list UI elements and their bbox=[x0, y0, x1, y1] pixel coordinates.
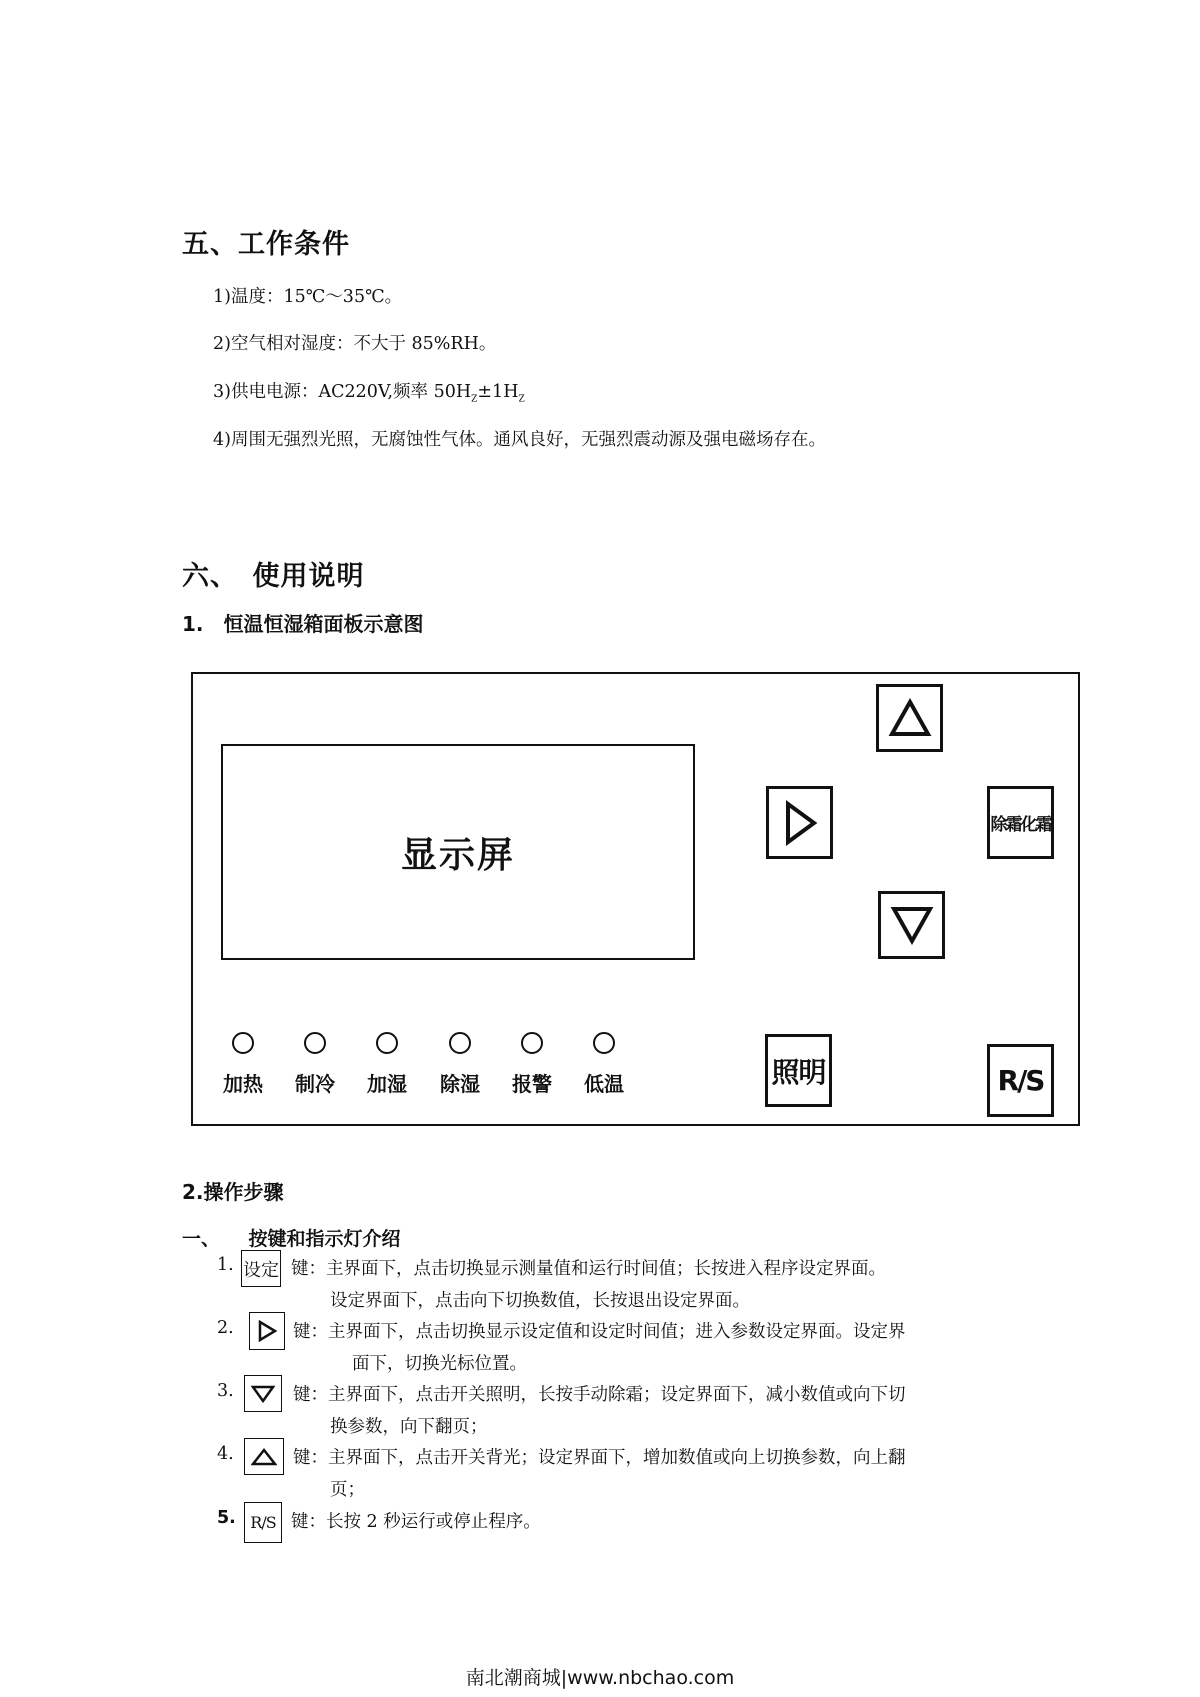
footer-site: 南北潮商城|www.nbchao.com bbox=[465, 1667, 735, 1689]
key4-up-icon bbox=[244, 1438, 284, 1475]
light-button-label: 照明 bbox=[771, 1055, 826, 1089]
key2-desc-line1: 键：主界面下，点击切换显示设定值和设定时间值；进入参数设定界面。设定界 bbox=[293, 1322, 906, 1342]
triangle-up-icon bbox=[251, 1447, 277, 1467]
key3-desc-line2: 换参数，向下翻页； bbox=[330, 1417, 488, 1437]
key1-desc-line2: 设定界面下，点击向下切换数值，长按退出设定界面。 bbox=[330, 1291, 750, 1311]
triangle-right-icon bbox=[257, 1320, 277, 1342]
key5-number: 5. bbox=[217, 1508, 236, 1528]
display-screen bbox=[221, 744, 695, 960]
key2-desc-line2: 面下，切换光标位置。 bbox=[352, 1354, 527, 1374]
key3-desc-line1: 键：主界面下，点击开关照明，长按手动除霜；设定界面下，减小数值或向下切 bbox=[293, 1385, 906, 1405]
key1-set-label: 设定 bbox=[243, 1259, 279, 1281]
subsection-panel-diagram: 1. 恒温恒湿箱面板示意图 bbox=[182, 612, 424, 636]
triangle-down-icon bbox=[251, 1384, 275, 1404]
key2-number: 2. bbox=[217, 1318, 234, 1338]
key1-number: 1. bbox=[217, 1255, 234, 1275]
defrost-button[interactable] bbox=[987, 786, 1054, 859]
key1-desc-line1: 键：主界面下，点击切换显示测量值和运行时间值；长按进入程序设定界面。 bbox=[291, 1259, 886, 1279]
right-button[interactable] bbox=[766, 786, 833, 859]
led-dehumidify bbox=[449, 1032, 471, 1054]
key5-desc-line1: 键：长按 2 秒运行或停止程序。 bbox=[291, 1512, 541, 1532]
led-label-humidify: 加湿 bbox=[367, 1072, 407, 1096]
led-low-temp bbox=[593, 1032, 615, 1054]
key4-desc-line2: 页； bbox=[330, 1480, 365, 1500]
led-label-dehumidify: 除湿 bbox=[440, 1072, 480, 1096]
up-button[interactable] bbox=[876, 684, 943, 752]
condition-power: 3)供电电源：AC220V,频率 $50H_Z\pm 1H_Z$ bbox=[213, 382, 525, 405]
triangle-right-icon bbox=[782, 800, 818, 846]
condition-humidity: 2)空气相对湿度：不大于 85%RH。 bbox=[213, 334, 497, 354]
run-stop-button[interactable] bbox=[987, 1044, 1054, 1117]
led-label-low-temp: 低温 bbox=[584, 1072, 624, 1096]
led-label-alarm: 报警 bbox=[512, 1072, 552, 1096]
condition-temperature: 1)温度：15℃～35℃。 bbox=[213, 287, 403, 307]
key3-down-icon bbox=[244, 1375, 282, 1412]
led-label-heating: 加热 bbox=[223, 1072, 263, 1096]
key3-number: 3. bbox=[217, 1381, 234, 1401]
subsection-keys-intro: 一、 按键和指示灯介绍 bbox=[182, 1228, 401, 1250]
display-screen-label: 显示屏 bbox=[400, 834, 515, 876]
down-button[interactable] bbox=[878, 891, 945, 959]
triangle-up-icon bbox=[888, 698, 932, 738]
led-cooling bbox=[304, 1032, 326, 1054]
key2-right-icon bbox=[249, 1312, 285, 1350]
led-alarm bbox=[521, 1032, 543, 1054]
section-title-operation-steps: 2.操作步骤 bbox=[182, 1180, 284, 1204]
light-button[interactable] bbox=[765, 1034, 832, 1107]
section-title-work-conditions: 五、工作条件 bbox=[182, 229, 350, 260]
key5-rs-label: R/S bbox=[250, 1513, 276, 1532]
led-heating bbox=[232, 1032, 254, 1054]
key4-number: 4. bbox=[217, 1444, 234, 1464]
triangle-down-icon bbox=[890, 905, 934, 945]
led-humidify bbox=[376, 1032, 398, 1054]
led-label-cooling: 制冷 bbox=[295, 1072, 335, 1096]
defrost-button-label: 除霜化霜 bbox=[990, 815, 1051, 835]
key1-set-icon bbox=[241, 1250, 281, 1287]
run-stop-button-label: R/S bbox=[997, 1064, 1044, 1097]
section-title-usage: 六、 使用说明 bbox=[182, 561, 365, 592]
condition-environment: 4)周围无强烈光照，无腐蚀性气体。通风良好，无强烈震动源及强电磁场存在。 bbox=[213, 430, 826, 450]
key5-rs-icon bbox=[244, 1502, 282, 1543]
key4-desc-line1: 键：主界面下，点击开关背光；设定界面下，增加数值或向上切换参数，向上翻 bbox=[293, 1448, 906, 1468]
